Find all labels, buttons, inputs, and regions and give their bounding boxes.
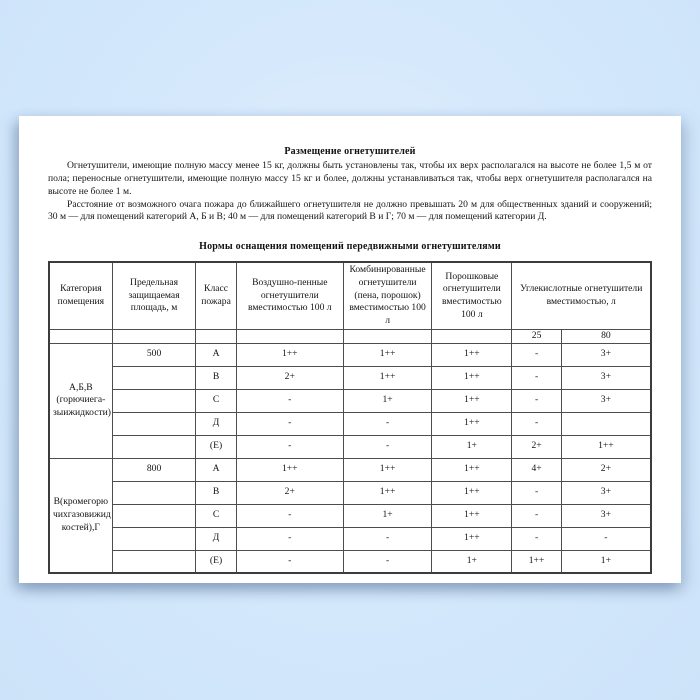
table-row: [49, 389, 651, 412]
cell-fire-class: В: [196, 481, 236, 504]
cell-value: -: [236, 550, 343, 573]
table-row: [49, 435, 651, 458]
cell-fire-class: Д: [196, 412, 236, 435]
cell-value: 1++: [343, 458, 431, 481]
cell-value: -: [561, 527, 651, 550]
cell-value: 3+: [561, 389, 651, 412]
cell-value: 1++: [236, 458, 343, 481]
cell-value: -: [512, 343, 561, 366]
cell-value: -: [512, 504, 561, 527]
cell-value: -: [343, 527, 431, 550]
table-row: [49, 550, 651, 573]
cell-value: 1+: [343, 504, 431, 527]
cell-category: В(кромегорю чихгазовижид костей),Г: [49, 458, 112, 573]
table-row: [49, 504, 651, 527]
cell-value: -: [512, 527, 561, 550]
cell-value: 1++: [343, 343, 431, 366]
table-subheader-row: [49, 329, 651, 343]
cell-value: 1++: [432, 481, 512, 504]
header-room-category: Категория помещения: [49, 262, 112, 329]
cell-value: 2+: [561, 458, 651, 481]
cell-fire-class: А: [196, 343, 236, 366]
cell-value: 2+: [236, 366, 343, 389]
cell-value: -: [512, 389, 561, 412]
cell-value: 1++: [432, 412, 512, 435]
cell-value: -: [512, 481, 561, 504]
cell-fire-class: С: [196, 504, 236, 527]
cell-value: -: [236, 527, 343, 550]
cell-value: 1++: [432, 458, 512, 481]
cell-value: 1++: [432, 366, 512, 389]
cell-area: [112, 435, 196, 458]
cell-area: [112, 481, 196, 504]
cell-value: 1++: [512, 550, 561, 573]
document-page: [19, 116, 681, 583]
table-row: [49, 458, 651, 481]
table-row: [49, 481, 651, 504]
subheader-empty: [432, 329, 512, 343]
cell-fire-class: Д: [196, 527, 236, 550]
subheader-co2-25: 25: [512, 329, 561, 343]
cell-value: 1+: [343, 389, 431, 412]
cell-value: 1+: [432, 435, 512, 458]
table-title: Нормы оснащения помещений передвижными огнетушителями: [199, 241, 501, 253]
cell-value: 1++: [432, 343, 512, 366]
cell-value: -: [343, 435, 431, 458]
cell-value: 1++: [343, 366, 431, 389]
subheader-empty: [49, 329, 112, 343]
document-title: Размещение огнетушителей: [284, 146, 416, 157]
cell-value: -: [343, 412, 431, 435]
cell-value: 1++: [432, 389, 512, 412]
table-row: [49, 412, 651, 435]
cell-value: 3+: [561, 481, 651, 504]
cell-value: -: [236, 435, 343, 458]
cell-value: 1+: [561, 550, 651, 573]
paragraph-extinguisher-height: Огнетушители, имеющие полную массу менее 15 кг, должны быть установлены так, чтобы их верх располагался на высоте не более 1,5 м от пола; переносные огнетушители, имеющие полную массу 15 кг и более, должны устанавливаться так, чтобы верх огнетушителя располагался на высоте не более 1 м.: [48, 160, 652, 197]
cell-value: -: [236, 389, 343, 412]
cell-area: 800: [112, 458, 196, 481]
cell-value: 3+: [561, 366, 651, 389]
subheader-empty: [196, 329, 236, 343]
table-row: [49, 366, 651, 389]
cell-category: А,Б,В (горючиега- зыижидкости): [49, 343, 112, 458]
cell-area: [112, 366, 196, 389]
cell-value: 1+: [432, 550, 512, 573]
cell-fire-class: С: [196, 389, 236, 412]
header-protected-area: Предельная защищаемая площадь, м: [112, 262, 196, 329]
cell-value: [561, 412, 651, 435]
cell-value: 2+: [512, 435, 561, 458]
cell-value: 4+: [512, 458, 561, 481]
header-fire-class: Класс пожара: [196, 262, 236, 329]
cell-value: 1++: [432, 527, 512, 550]
cell-area: [112, 412, 196, 435]
subheader-empty: [112, 329, 196, 343]
cell-area: 500: [112, 343, 196, 366]
cell-value: -: [236, 504, 343, 527]
cell-area: [112, 504, 196, 527]
cell-value: -: [512, 412, 561, 435]
cell-value: -: [343, 550, 431, 573]
paragraph-distance-limits: Расстояние от возможного очага пожара до ближайшего огнетушителя не должно превышать 20 м для общественных зданий и сооружений; 30 м — для помещений категорий А, Б и В; 40 м — для помещений категорий В и Г; 70 м — для помещений категории Д.: [48, 198, 652, 223]
cell-value: 1++: [343, 481, 431, 504]
cell-fire-class: А: [196, 458, 236, 481]
table-row: [49, 527, 651, 550]
cell-value: 3+: [561, 343, 651, 366]
header-co2-extinguishers: Углекислотные огнетушители вместимостью, л: [512, 262, 651, 329]
table-header-row: [49, 262, 651, 329]
cell-value: -: [236, 412, 343, 435]
subheader-co2-80: 80: [561, 329, 651, 343]
cell-area: [112, 389, 196, 412]
cell-value: 1++: [236, 343, 343, 366]
cell-value: 2+: [236, 481, 343, 504]
mobile-extinguisher-norms-table: [48, 261, 652, 574]
subheader-empty: [343, 329, 431, 343]
header-combined-extinguishers: Комбинированные огнетушители (пена, порошок) вместимостью 100 л: [343, 262, 431, 329]
cell-value: 3+: [561, 504, 651, 527]
subheader-empty: [236, 329, 343, 343]
cell-area: [112, 550, 196, 573]
table-row: [49, 343, 651, 366]
cell-area: [112, 527, 196, 550]
cell-value: -: [512, 366, 561, 389]
cell-fire-class: (Е): [196, 435, 236, 458]
cell-fire-class: (Е): [196, 550, 236, 573]
cell-fire-class: В: [196, 366, 236, 389]
cell-value: 1++: [432, 504, 512, 527]
header-air-foam-extinguishers: Воздушно-пенные огнетушители вместимостью 100 л: [236, 262, 343, 329]
header-powder-extinguishers: Порошковые огнетушители вместимостью 100 л: [432, 262, 512, 329]
cell-value: 1++: [561, 435, 651, 458]
